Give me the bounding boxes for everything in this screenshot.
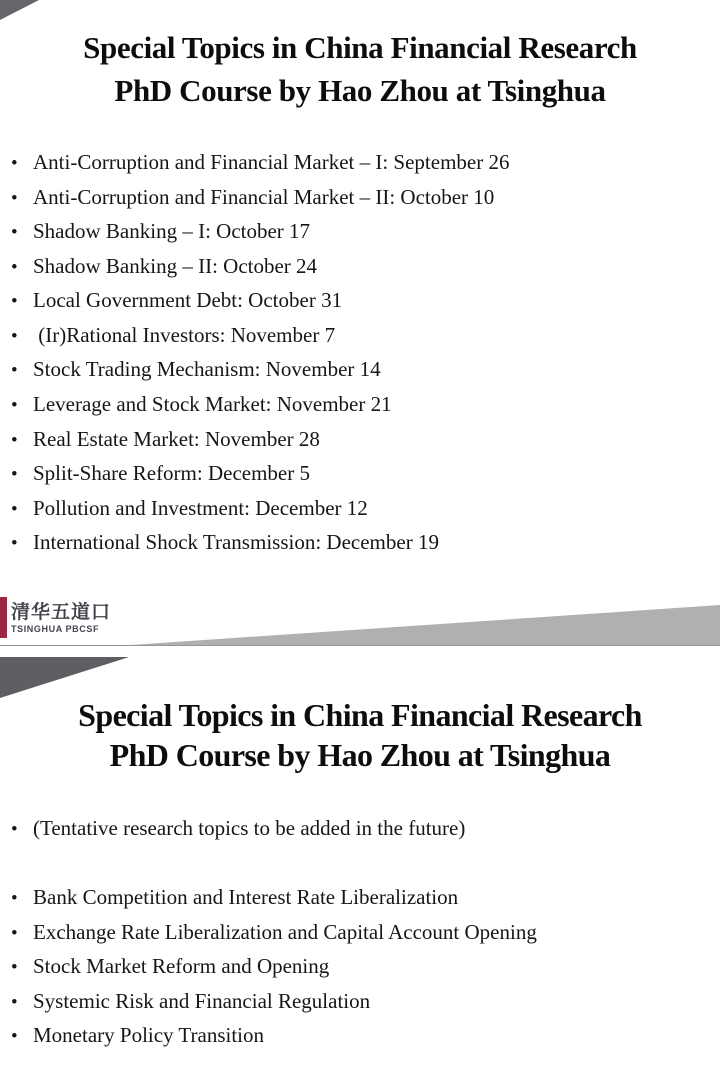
footer-strip	[0, 645, 720, 646]
bullet-item	[11, 1018, 712, 1053]
bullet-dot: •	[11, 888, 18, 910]
bullet-text: Anti-Corruption and Financial Market – I: September 26	[33, 150, 510, 174]
bullet-dot: •	[11, 498, 18, 520]
bullet-item	[11, 180, 712, 215]
slide-2	[0, 657, 720, 1071]
pbcsf-logo	[0, 596, 111, 639]
bullet-dot: •	[11, 1026, 18, 1048]
corner-triangle-icon	[0, 0, 39, 20]
pbcsf-logo-text	[11, 602, 111, 634]
bullet-dot: •	[11, 819, 18, 840]
slide-2-title-line-1: Special Topics in China Financial Research	[78, 697, 642, 733]
bullet-dot: •	[11, 395, 18, 417]
bullet-text: Anti-Corruption and Financial Market – II: October 10	[33, 184, 495, 209]
bullet-item	[11, 949, 712, 984]
bullet-text: Real Estate Market: November 28	[33, 426, 320, 451]
bullet-text: International Shock Transmission: December 19	[33, 530, 439, 555]
bullet-item	[11, 915, 712, 950]
bullet-item	[11, 422, 712, 457]
logo-english: TSINGHUA PBCSF	[11, 623, 100, 634]
bullet-text: Stock Market Reform and Opening	[33, 954, 330, 979]
bullet-text: Local Government Debt: October 31	[33, 288, 343, 313]
bullet-dot: •	[11, 256, 18, 278]
bullet-item	[11, 249, 712, 284]
slide-1-title	[0, 26, 720, 112]
slide-1-title-line-2: PhD Course by Hao Zhou at Tsinghua	[114, 73, 606, 108]
bullet-item	[11, 456, 712, 491]
bullet-dot: •	[11, 922, 18, 944]
bullet-dot: •	[11, 222, 18, 244]
bullet-text: (Ir)Rational Investors: November 7	[33, 322, 336, 347]
corner-triangle-icon	[0, 657, 129, 698]
logo-chinese: 清华五道口	[11, 601, 112, 623]
bullet-text: Leverage and Stock Market: November 21	[33, 392, 392, 417]
bullet-item	[11, 984, 712, 1019]
slide-1-title-line-1: Special Topics in China Financial Research	[83, 30, 637, 65]
bullet-dot: •	[11, 325, 18, 347]
bullet-dot: •	[11, 360, 18, 382]
bullet-dot: •	[11, 533, 18, 555]
bullet-item	[11, 214, 712, 249]
bullet-item	[11, 318, 712, 353]
slide-2-title-line-2: PhD Course by Hao Zhou at Tsinghua	[109, 737, 611, 773]
bullet-item	[11, 387, 712, 422]
bullet-text: Split-Share Reform: December 5	[33, 461, 310, 486]
bullet-text: Pollution and Investment: December 12	[33, 495, 368, 520]
bullet-text: (Tentative research topics to be added in the future)	[33, 816, 466, 840]
bullet-item	[11, 525, 712, 560]
bullet-dot: •	[11, 187, 18, 209]
bullet-text: Systemic Risk and Financial Regulation	[33, 988, 371, 1013]
bullet-text: Stock Trading Mechanism: November 14	[33, 357, 381, 382]
bullet-dot: •	[11, 957, 18, 979]
bullet-item	[11, 491, 712, 526]
bullet-dot: •	[11, 991, 18, 1013]
bullet-item	[11, 880, 712, 915]
bullet-text: Exchange Rate Liberalization and Capital Account Opening	[33, 919, 537, 944]
slide-1-bullet-list	[11, 145, 712, 560]
bullet-item	[11, 145, 712, 180]
bullet-item	[11, 811, 712, 846]
bullet-text: Monetary Policy Transition	[33, 1023, 265, 1048]
bullet-spacer	[11, 846, 712, 881]
slide-2-bullet-list	[11, 811, 712, 1053]
bullet-item	[11, 352, 712, 387]
bullet-text: Bank Competition and Interest Rate Liberalization	[33, 885, 459, 910]
pbcsf-seal-icon	[0, 597, 7, 638]
bullet-dot: •	[11, 464, 18, 486]
slide-2-title	[0, 695, 720, 775]
bullet-dot: •	[11, 291, 18, 313]
bullet-dot: •	[11, 153, 18, 174]
bullet-item	[11, 283, 712, 318]
bullet-text: Shadow Banking – II: October 24	[33, 253, 318, 278]
bullet-text: Shadow Banking – I: October 17	[33, 219, 311, 244]
bullet-dot: •	[11, 429, 18, 451]
